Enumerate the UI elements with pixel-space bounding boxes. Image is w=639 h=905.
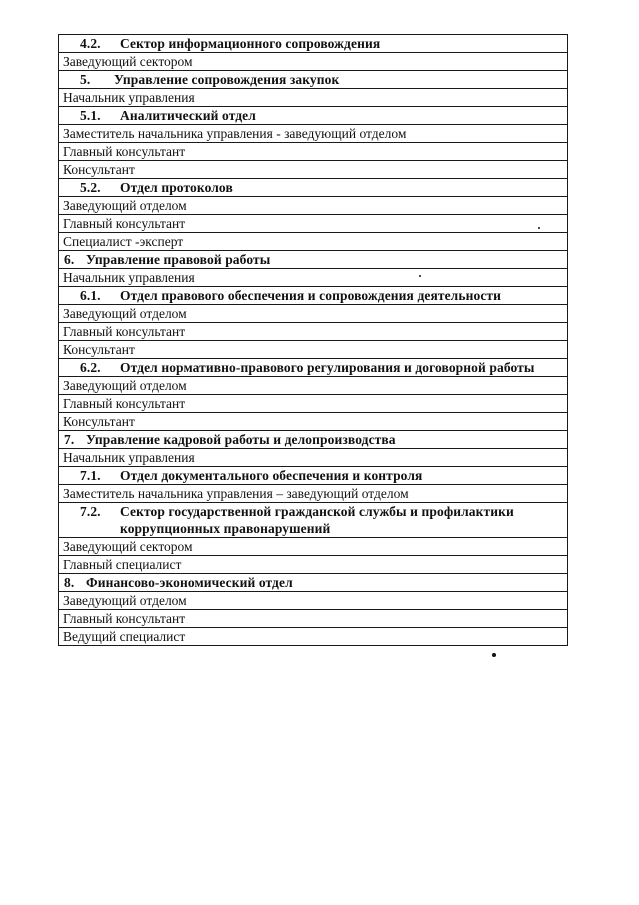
section-heading-cell	[59, 251, 568, 269]
position-title: Заведующий сектором	[59, 53, 568, 71]
section-number: 6.	[64, 252, 75, 267]
section-heading-cell	[59, 359, 568, 377]
section-heading-cell	[59, 35, 568, 53]
section-title: Управление сопровождения закупок	[114, 72, 340, 87]
section-heading	[63, 251, 563, 268]
section-heading-row	[59, 35, 568, 53]
section-number: 7.2.	[80, 504, 101, 519]
position-title: Главный консультант	[59, 143, 568, 161]
position-row	[59, 197, 568, 215]
section-heading-row	[59, 107, 568, 125]
section-heading-cell	[59, 71, 568, 89]
position-title: Заместитель начальника управления – заведующий отделом	[59, 485, 568, 503]
position-title: Заместитель начальника управления - заведующий отделом	[59, 125, 568, 143]
position-row	[59, 592, 568, 610]
position-row	[59, 377, 568, 395]
position-title: Главный консультант	[59, 610, 568, 628]
position-title: Начальник управления	[59, 269, 568, 287]
position-title: Заведующий отделом	[59, 305, 568, 323]
section-heading-cell	[59, 467, 568, 485]
position-row	[59, 538, 568, 556]
section-heading-row	[59, 251, 568, 269]
section-heading	[63, 71, 563, 88]
section-number: 5.1.	[80, 108, 101, 123]
section-heading	[63, 179, 563, 196]
table-body	[59, 35, 568, 646]
position-row	[59, 485, 568, 503]
section-number: 7.	[64, 432, 75, 447]
section-heading-row	[59, 179, 568, 197]
section-heading-row	[59, 467, 568, 485]
section-number: 6.2.	[80, 360, 101, 375]
section-heading-cell	[59, 503, 568, 538]
section-heading	[63, 35, 563, 52]
section-heading-row	[59, 287, 568, 305]
position-title: Начальник управления	[59, 89, 568, 107]
section-number: 8.	[64, 575, 75, 590]
section-heading-cell	[59, 574, 568, 592]
position-title: Заведующий отделом	[59, 592, 568, 610]
position-title: Главный консультант	[59, 323, 568, 341]
position-row	[59, 449, 568, 467]
section-heading	[63, 467, 563, 484]
section-heading	[63, 107, 563, 124]
section-heading	[63, 287, 563, 304]
section-title: Отдел правового обеспечения и сопровождения деятельности	[120, 288, 502, 303]
section-number: 6.1.	[80, 288, 101, 303]
position-title: Заведующий отделом	[59, 377, 568, 395]
section-title: Отдел протоколов	[120, 180, 233, 195]
scan-speck	[492, 653, 496, 657]
section-title: Сектор информационного сопровождения	[120, 36, 381, 51]
scan-speck	[419, 275, 421, 277]
position-title: Консультант	[59, 161, 568, 179]
section-heading-row	[59, 503, 568, 538]
section-heading-row	[59, 574, 568, 592]
section-title: Аналитический отдел	[120, 108, 256, 123]
position-title: Главный консультант	[59, 215, 568, 233]
section-title: Финансово-экономический отдел	[86, 575, 293, 590]
section-title: Отдел документального обеспечения и контроля	[120, 468, 423, 483]
position-title: Заведующий сектором	[59, 538, 568, 556]
section-heading-row	[59, 359, 568, 377]
staff-structure-table	[58, 34, 568, 646]
position-row	[59, 89, 568, 107]
position-row	[59, 53, 568, 71]
position-title: Консультант	[59, 341, 568, 359]
position-row	[59, 628, 568, 646]
position-row	[59, 125, 568, 143]
position-row	[59, 395, 568, 413]
position-title: Заведующий отделом	[59, 197, 568, 215]
section-title: Управление правовой работы	[86, 252, 271, 267]
position-row	[59, 269, 568, 287]
section-title: Управление кадровой работы и делопроизводства	[86, 432, 396, 447]
position-row	[59, 161, 568, 179]
scan-speck	[538, 227, 540, 229]
position-title: Главный специалист	[59, 556, 568, 574]
position-row	[59, 341, 568, 359]
section-title: Сектор государственной гражданской службы и профилактики коррупционных правонарушений	[120, 504, 514, 536]
position-title: Начальник управления	[59, 449, 568, 467]
position-row	[59, 305, 568, 323]
section-heading-cell	[59, 287, 568, 305]
section-heading-cell	[59, 179, 568, 197]
position-title: Главный консультант	[59, 395, 568, 413]
position-row	[59, 413, 568, 431]
position-title: Консультант	[59, 413, 568, 431]
position-row	[59, 610, 568, 628]
section-heading	[63, 359, 563, 376]
section-heading-cell	[59, 431, 568, 449]
section-number: 5.2.	[80, 180, 101, 195]
section-heading	[63, 503, 563, 537]
position-row	[59, 233, 568, 251]
section-heading-row	[59, 431, 568, 449]
section-heading	[63, 574, 563, 591]
position-row	[59, 143, 568, 161]
position-title: Специалист -эксперт	[59, 233, 568, 251]
position-row	[59, 556, 568, 574]
section-number: 7.1.	[80, 468, 101, 483]
section-heading-cell	[59, 107, 568, 125]
position-row	[59, 323, 568, 341]
section-heading	[63, 431, 563, 448]
position-title: Ведущий специалист	[59, 628, 568, 646]
section-number: 5.	[80, 72, 91, 87]
section-number: 4.2.	[80, 36, 101, 51]
section-title: Отдел нормативно-правового регулирования и договорной работы	[120, 360, 535, 375]
position-row	[59, 215, 568, 233]
section-heading-row	[59, 71, 568, 89]
